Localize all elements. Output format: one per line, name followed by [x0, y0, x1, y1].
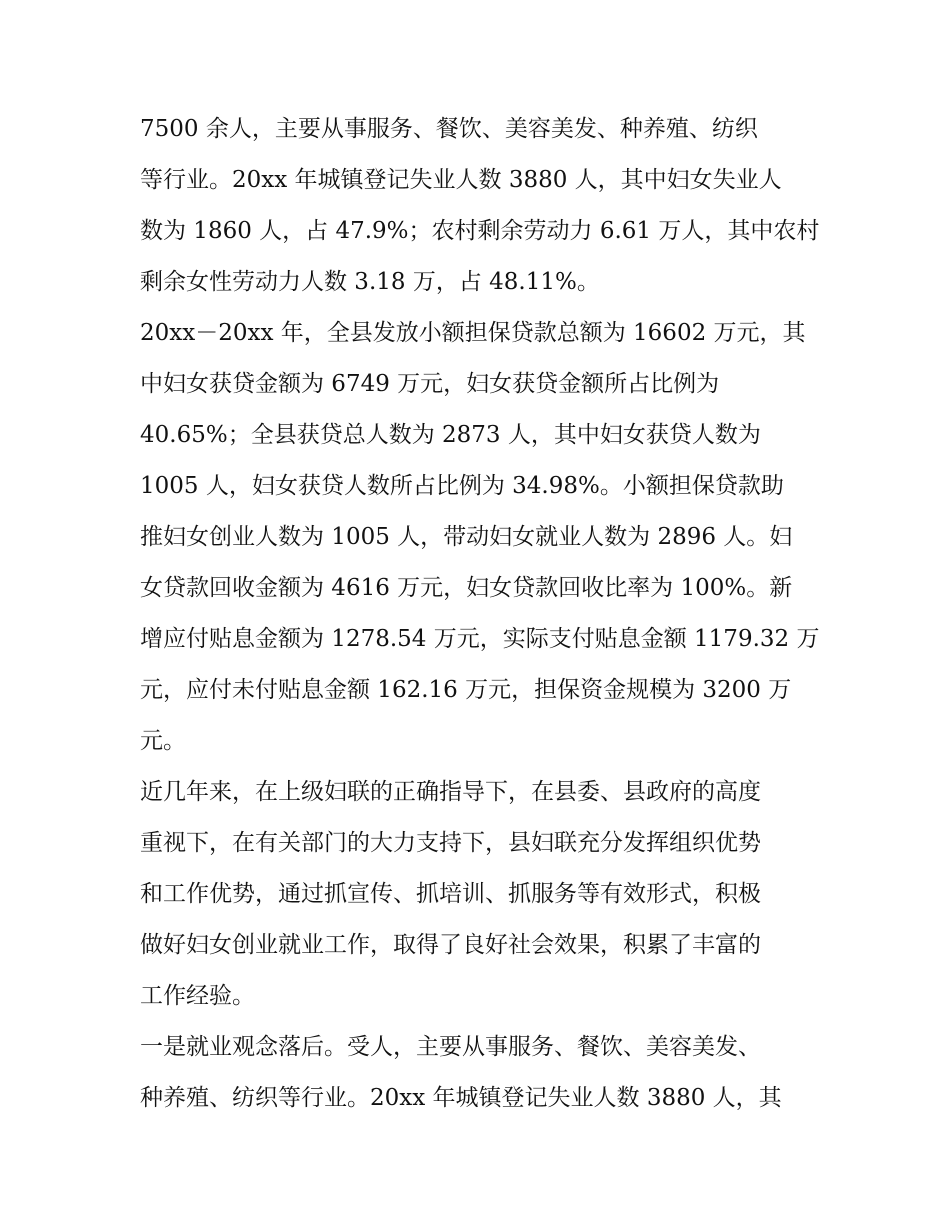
- text-line: 1005 人，妇女获贷人数所占比例为 34.98%。小额担保贷款助: [140, 473, 784, 499]
- paragraph-3: [140, 767, 812, 1022]
- text-line: 剩余女性劳动力人数 3.18 万，占 48.11%。: [140, 269, 600, 295]
- text-line: 20xx－20xx 年，全县发放小额担保贷款总额为 16602 万元，其: [140, 320, 806, 346]
- text-line: 工作经验。: [140, 983, 255, 1009]
- text-line: 近几年来，在上级妇联的正确指导下，在县委、县政府的高度: [140, 779, 761, 805]
- paragraph-2: [140, 308, 820, 767]
- text-line: 增应付贴息金额为 1278.54 万元，实际支付贴息金额 1179.32 万: [140, 626, 820, 652]
- text-line: 重视下，在有关部门的大力支持下，县妇联充分发挥组织优势: [140, 830, 761, 856]
- text-line: 和工作优势，通过抓宣传、抓培训、抓服务等有效形式，积极: [140, 881, 761, 907]
- text-line: 种养殖、纺织等行业。20xx 年城镇登记失业人数 3880 人，其: [140, 1085, 782, 1111]
- text-line: 7500 余人，主要从事服务、餐饮、美容美发、种养殖、纺织: [140, 116, 758, 142]
- text-line: 等行业。20xx 年城镇登记失业人数 3880 人，其中妇女失业人: [140, 167, 782, 193]
- text-line: 数为 1860 人，占 47.9%；农村剩余劳动力 6.61 万人，其中农村: [140, 218, 820, 244]
- text-line: 中妇女获贷金额为 6749 万元，妇女获贷金额所占比例为: [140, 371, 720, 397]
- text-line: 40.65%；全县获贷总人数为 2873 人，其中妇女获贷人数为: [140, 422, 761, 448]
- text-line: 一是就业观念落后。受人，主要从事服务、餐饮、美容美发、: [140, 1034, 761, 1060]
- text-line: 推妇女创业人数为 1005 人，带动妇女就业人数为 2896 人。妇: [140, 524, 793, 550]
- text-line: 女贷款回收金额为 4616 万元，妇女贷款回收比率为 100%。新: [140, 575, 793, 601]
- paragraph-1: [140, 104, 820, 308]
- text-line: 元，应付未付贴息金额 162.16 万元，担保资金规模为 3200 万: [140, 677, 792, 703]
- text-line: 做好妇女创业就业工作，取得了良好社会效果，积累了丰富的: [140, 932, 761, 958]
- paragraph-4: [140, 1022, 812, 1124]
- text-line: 元。: [140, 728, 186, 754]
- document-page: [140, 104, 820, 1124]
